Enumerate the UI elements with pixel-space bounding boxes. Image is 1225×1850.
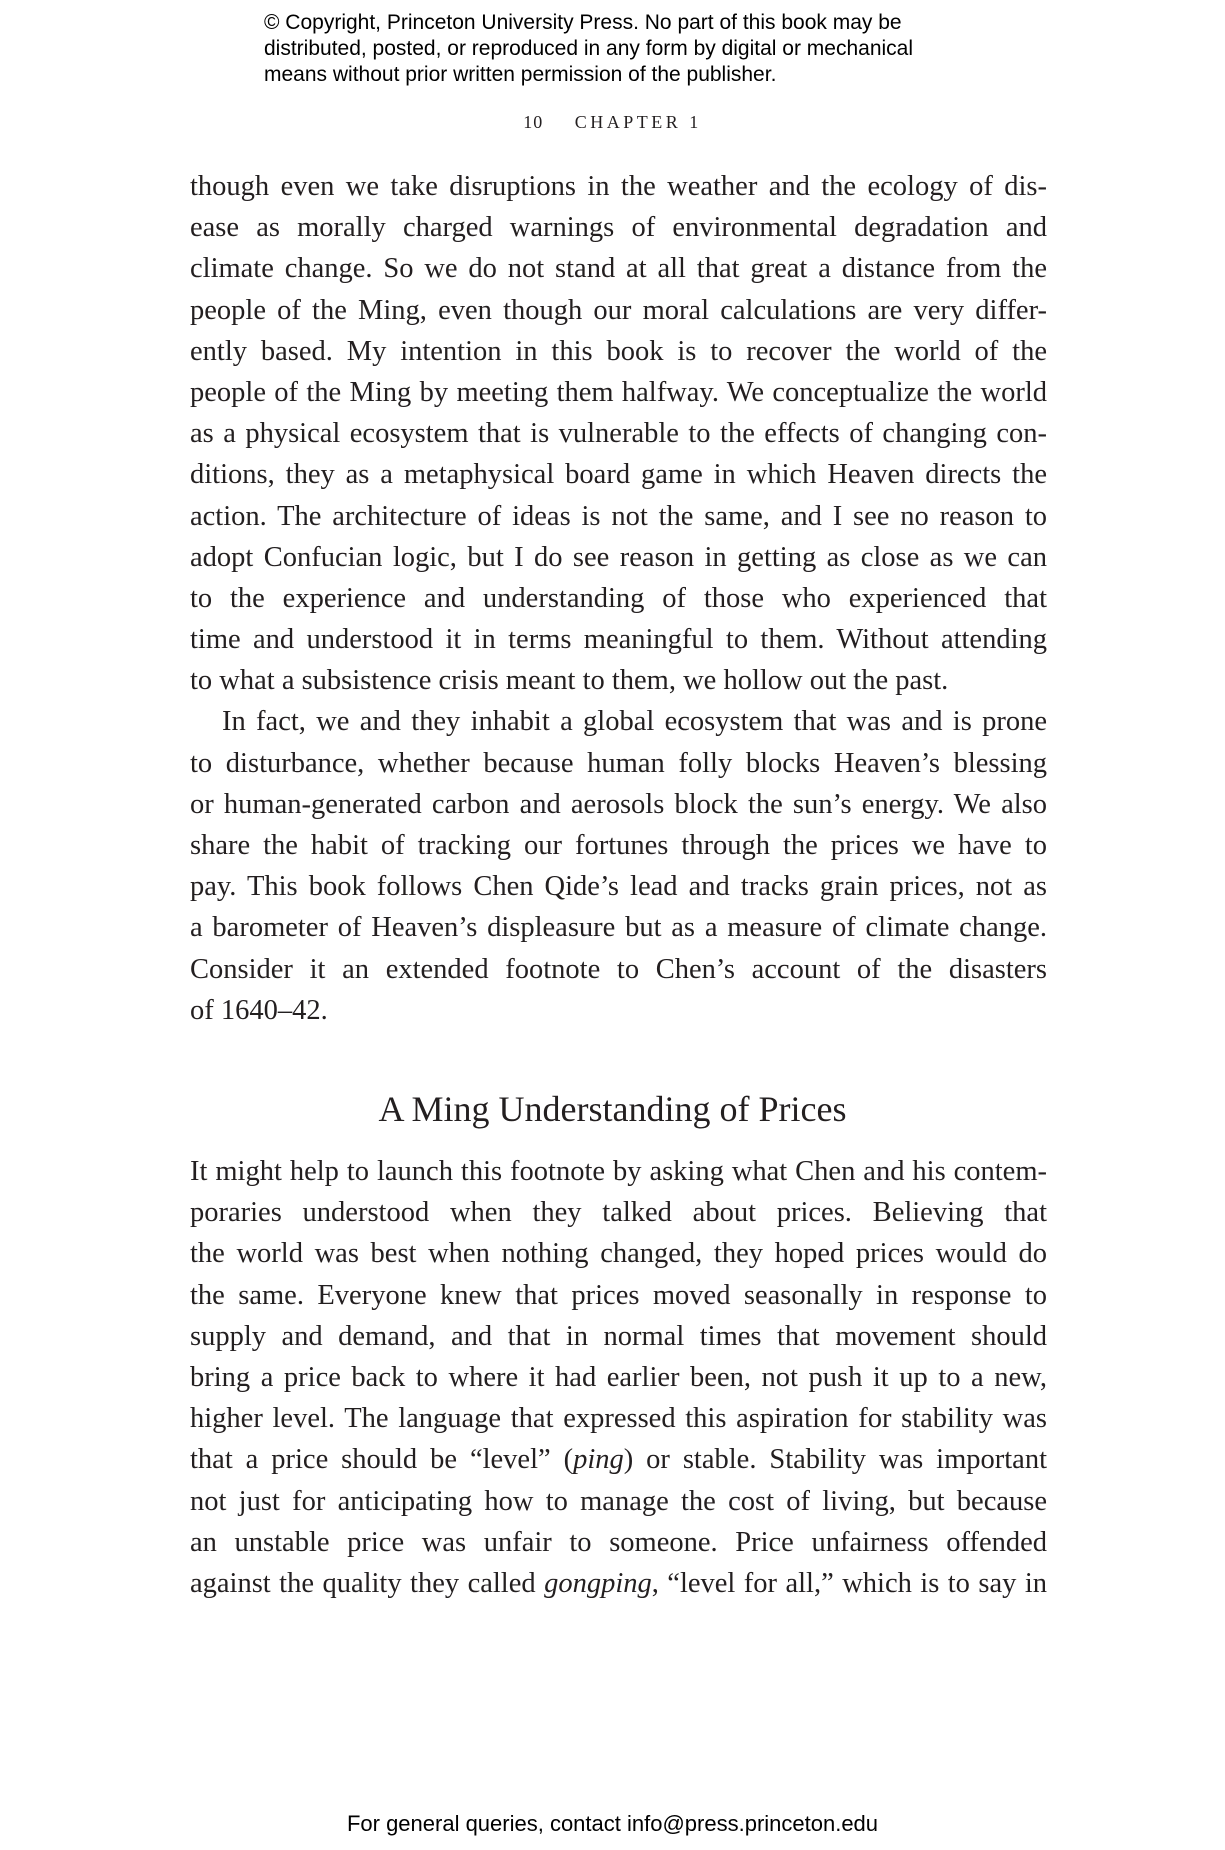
running-head — [0, 112, 1225, 133]
paragraph-2 — [190, 701, 1047, 1031]
copyright-line: distributed, posted, or reproduced in any form by digital or mechanical — [264, 37, 914, 60]
text-line: climate change. So we do not stand at all that great a distance from the — [190, 253, 1047, 285]
text-line: not just for anticipating how to manage the cost of living, but because — [190, 1485, 1047, 1517]
copyright-line: © Copyright, Princeton University Press. No part of this book may be — [264, 11, 902, 34]
text-line: supply and demand, and that in normal times that movement should — [190, 1320, 1047, 1352]
copyright-line: means without prior written permission of the publisher. — [264, 63, 777, 86]
text-line: to disturbance, whether because human folly blocks Heaven’s blessing — [190, 747, 1047, 779]
text-line: share the habit of tracking our fortunes through the prices we have to — [190, 830, 1047, 861]
text-line: people of the Ming by meeting them halfway. We conceptualize the world — [190, 376, 1047, 408]
text-line: It might help to launch this footnote by asking what Chen and his contem- — [190, 1156, 1047, 1187]
text-line: of 1640–42. — [190, 994, 328, 1026]
text-line: or human-generated carbon and aerosols block the sun’s energy. We also — [190, 788, 1047, 820]
section-heading: A Ming Understanding of Prices — [378, 1089, 847, 1129]
text-line: an unstable price was unfair to someone. Price unfairness offended — [190, 1526, 1047, 1558]
text-line: to the experience and understanding of those who experienced that — [190, 582, 1047, 614]
text-run: against the quality they called — [190, 1567, 545, 1599]
text-line: the world was best when nothing changed, they hoped prices would do — [190, 1238, 1047, 1270]
text-line: Consider it an extended footnote to Chen’s account of the disasters — [190, 953, 1047, 985]
text-line: adopt Confucian logic, but I do see reason in getting as close as we can — [190, 541, 1047, 573]
text-line: ditions, they as a metaphysical board game in which Heaven directs the — [190, 459, 1047, 491]
chapter-label: CHAPTER 1 — [574, 112, 702, 132]
text-line-gongping — [190, 1563, 1047, 1604]
text-line: higher level. The language that expressed this aspiration for stability was — [190, 1403, 1047, 1435]
text-run: that a price should be “level” ( — [190, 1444, 574, 1476]
footer-contact: For general queries, contact info@press.princeton.edu — [346, 1811, 879, 1836]
text-run: ) or stable. Stability was important — [623, 1444, 1047, 1476]
text-run: , “level for all,” which is to say in — [651, 1567, 1047, 1599]
text-line: action. The architecture of ideas is not the same, and I see no reason to — [190, 500, 1047, 532]
italic-term-ping: ping — [573, 1444, 624, 1476]
text-line: In fact, we and they inhabit a global ecosystem that was and is prone — [222, 706, 1047, 738]
text-line: as a physical ecosystem that is vulnerable to the effects of changing con- — [190, 418, 1047, 450]
text-line: pay. This book follows Chen Qide’s lead and tracks grain prices, not as — [190, 871, 1047, 903]
body-text-top — [190, 166, 1047, 1031]
paragraph-3 — [190, 1151, 1047, 1604]
text-line: the same. Everyone knew that prices moved seasonally in response to — [190, 1279, 1047, 1311]
text-line: bring a price back to where it had earlier been, not push it up to a new, — [190, 1361, 1047, 1393]
text-line: to what a subsistence crisis meant to them, we hollow out the past. — [190, 665, 949, 697]
text-line: ently based. My intention in this book is to recover the world of the — [190, 335, 1047, 367]
paragraph-1 — [190, 166, 1047, 701]
text-line-ping — [190, 1439, 1047, 1480]
italic-term-gongping: gongping — [544, 1567, 652, 1599]
page-number: 10 — [523, 112, 544, 132]
text-line: time and understood it in terms meaningful to them. Without attending — [190, 624, 1047, 656]
copyright-notice — [264, 10, 964, 88]
text-line: a barometer of Heaven’s displeasure but as a measure of climate change. — [190, 912, 1047, 944]
text-line: people of the Ming, even though our moral calculations are very differ- — [190, 294, 1047, 326]
text-line: though even we take disruptions in the weather and the ecology of dis- — [190, 171, 1047, 202]
text-line: ease as morally charged warnings of environmental degradation and — [190, 212, 1047, 244]
text-line: poraries understood when they talked about prices. Believing that — [190, 1197, 1047, 1229]
